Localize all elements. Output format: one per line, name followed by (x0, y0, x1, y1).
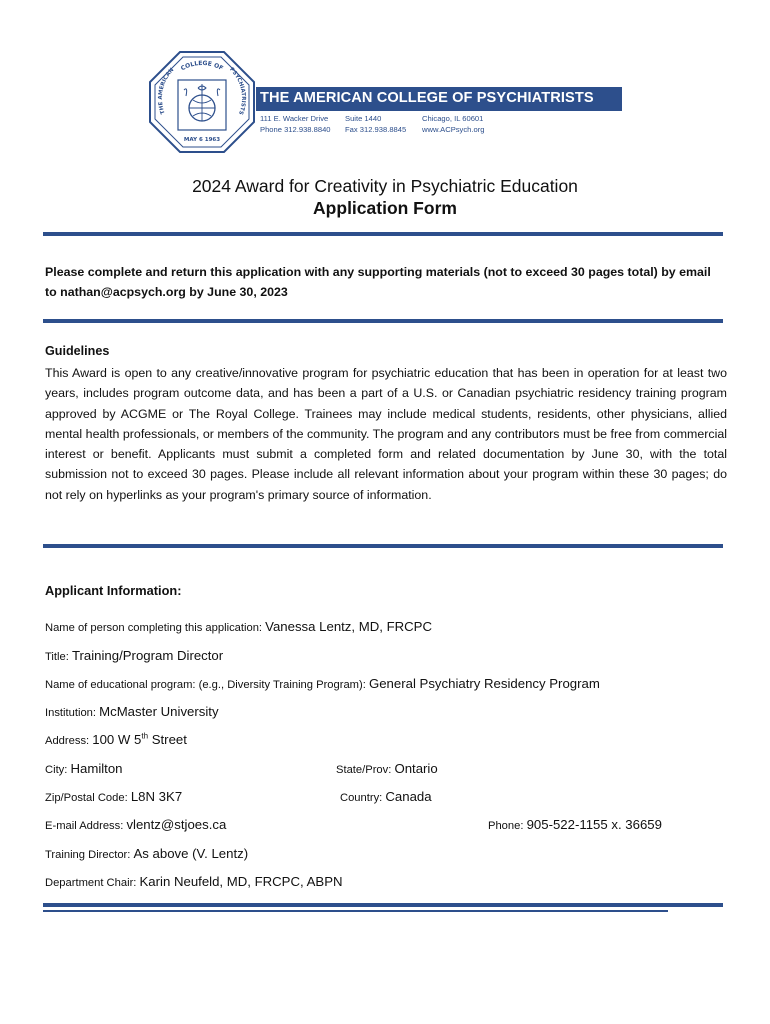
director-value[interactable]: As above (V. Lentz) (133, 846, 249, 861)
email-label: E-mail Address: (45, 820, 124, 832)
field-name (45, 619, 432, 634)
seal-top-text: COLLEGE OF (179, 59, 225, 73)
contact-city-web (422, 114, 484, 135)
program-value[interactable]: General Psychiatry Residency Program (368, 676, 600, 691)
seal-right-text: PSYCHIATRISTS (228, 66, 247, 116)
chair-label: Department Chair: (45, 877, 137, 889)
program-label: Name of educational program: (e.g., Diversity Training Program): (45, 679, 366, 691)
address-value[interactable]: 100 W 5th Street (92, 731, 187, 747)
chair-value[interactable]: Karin Neufeld, MD, FRCPC, ABPN (139, 874, 343, 889)
field-zip (45, 789, 182, 804)
director-label: Training Director: (45, 849, 131, 861)
state-value[interactable]: Ontario (394, 761, 438, 776)
seal-date: MAY 6 1963 (183, 137, 221, 143)
title-value[interactable]: Training/Program Director (71, 648, 224, 663)
phone-label: Phone: (488, 820, 524, 832)
field-city (45, 761, 123, 776)
college-seal-logo (146, 46, 258, 158)
address-line: 111 E. Wacker Drive (260, 114, 329, 123)
suite-line: Suite 1440 (345, 114, 382, 123)
name-label: Name of person completing this application: (45, 622, 263, 634)
website-link[interactable]: www.ACPsych.org (422, 124, 485, 134)
field-country (340, 789, 432, 804)
divider-instructions (43, 319, 723, 323)
phone-line: Phone 312.938.8840 (260, 124, 331, 134)
field-program (45, 676, 600, 691)
institution-label: Institution: (45, 707, 96, 719)
guidelines-heading: Guidelines (45, 344, 110, 358)
zip-label: Zip/Postal Code: (45, 792, 128, 804)
contact-suite-fax (345, 114, 406, 135)
contact-address-phone (260, 114, 331, 135)
country-value[interactable]: Canada (385, 789, 432, 804)
country-label: Country: (340, 792, 383, 804)
address-label: Address: (45, 735, 90, 747)
title-label: Title: (45, 651, 69, 663)
name-value[interactable]: Vanessa Lentz, MD, FRCPC (265, 619, 432, 634)
field-phone (488, 817, 662, 832)
field-department-chair (45, 874, 343, 889)
organization-name: THE AMERICAN COLLEGE OF PSYCHIATRISTS (260, 90, 594, 106)
city-value[interactable]: Hamilton (70, 761, 123, 776)
email-value[interactable]: vlentz@stjoes.ca (126, 817, 227, 832)
field-institution (45, 704, 219, 719)
divider-top (43, 232, 723, 236)
divider-guidelines (43, 544, 723, 548)
form-title: 2024 Award for Creativity in Psychiatric Education (192, 176, 578, 196)
seal-left-text: THE AMERICAN (157, 67, 176, 115)
zip-value[interactable]: L8N 3K7 (130, 789, 183, 804)
field-address (45, 732, 187, 747)
fax-line: Fax 312.938.8845 (345, 124, 407, 134)
field-email (45, 817, 226, 832)
field-training-director (45, 846, 248, 861)
city-label: City: (45, 764, 68, 776)
state-label: State/Prov: (336, 764, 392, 776)
guidelines-body: This Award is open to any creative/innovative program for psychiatric education that has been in operation for at least two years, includes program outcome data, and has been a part of a U.S. or Canadian psychiatric residency training program approved by ACGME or The Royal College. Trainees may include medical students, residents, other physicians, allied mental health professionals, or members of the community. The program and any contributors must be free from commercial interest or benefit. Applicants must submit a completed form and related documentation by June 30, with the total submission not to exceed 30 pages. Please include all relevant information about your program within these 30 pages; do not rely on hyperlinks as your program's primary source of information. (45, 366, 727, 502)
field-title (45, 648, 223, 663)
divider-bottom-secondary (43, 910, 668, 912)
divider-bottom (43, 903, 723, 907)
city-line: Chicago, IL 60601 (422, 114, 484, 123)
institution-value[interactable]: McMaster University (99, 704, 219, 719)
submission-instructions: Please complete and return this application with any supporting materials (not to exceed 30 pages total) by email to nathan@acpsych.org by June 30, 2023 (45, 265, 711, 299)
letterhead (146, 46, 626, 158)
field-state (336, 761, 438, 776)
form-subtitle: Application Form (313, 198, 457, 218)
phone-value[interactable]: 905-522-1155 x. 36659 (526, 817, 662, 832)
applicant-heading: Applicant Information: (45, 583, 182, 598)
